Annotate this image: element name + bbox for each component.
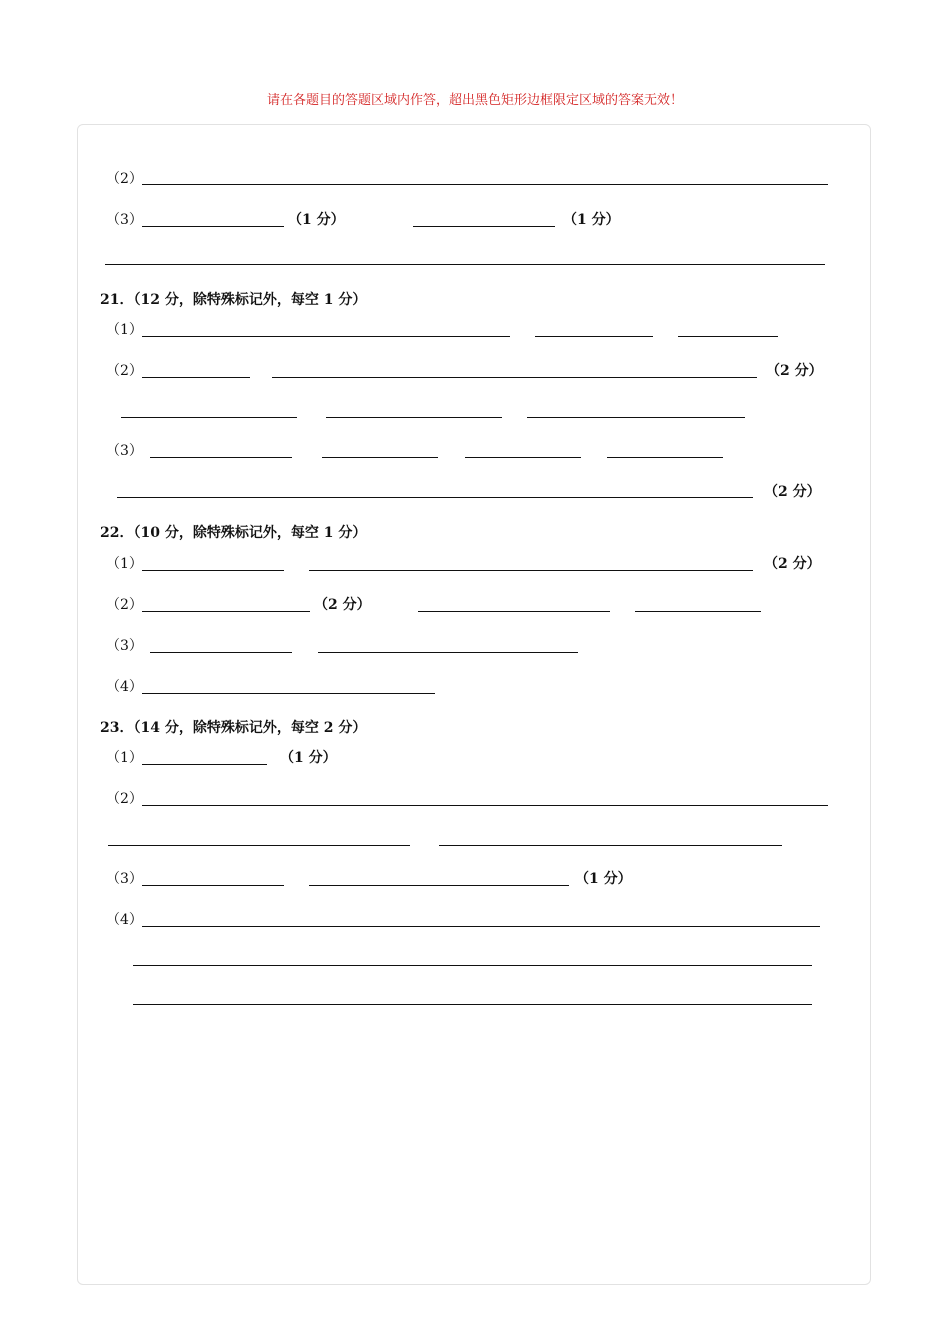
score-note: （1 分） [288, 212, 345, 228]
answer-line[interactable] [121, 417, 297, 418]
answer-line[interactable] [142, 805, 828, 806]
answer-line[interactable] [142, 377, 250, 378]
answer-area-warning: 请在各题目的答题区域内作答，超出黑色矩形边框限定区域的答案无效！ [266, 93, 683, 108]
score-note: （2 分） [766, 363, 823, 379]
q22-part3-label: （3） [106, 638, 143, 654]
q23-header: 23．（14 分，除特殊标记外，每空 2 分） [100, 720, 367, 736]
q21-part1-label: （1） [106, 322, 143, 338]
q22-part1-label: （1） [106, 556, 143, 572]
q20-part3-label: （3） [106, 212, 143, 228]
answer-line[interactable] [635, 611, 761, 612]
q23-part3-label: （3） [106, 871, 143, 887]
answer-line[interactable] [527, 417, 745, 418]
answer-line[interactable] [322, 457, 438, 458]
score-note: （2 分） [314, 597, 371, 613]
answer-line[interactable] [142, 764, 267, 765]
answer-line[interactable] [108, 845, 410, 846]
answer-line[interactable] [142, 693, 435, 694]
answer-line[interactable] [535, 336, 653, 337]
answer-line[interactable] [142, 570, 284, 571]
answer-line[interactable] [133, 965, 812, 966]
q20-part2-label: （2） [106, 171, 143, 187]
score-note: （1 分） [563, 212, 620, 228]
score-note: （2 分） [764, 484, 821, 500]
answer-line[interactable] [150, 457, 292, 458]
answer-line[interactable] [318, 652, 578, 653]
answer-line[interactable] [105, 264, 825, 265]
q21-header: 21．（12 分，除特殊标记外，每空 1 分） [100, 292, 367, 308]
answer-line[interactable] [326, 417, 502, 418]
answer-line[interactable] [142, 184, 828, 185]
q23-part4-label: （4） [106, 912, 143, 928]
answer-line[interactable] [150, 652, 292, 653]
score-note: （2 分） [764, 556, 821, 572]
answer-line[interactable] [309, 570, 753, 571]
q23-part1-label: （1） [106, 750, 143, 766]
answer-line[interactable] [607, 457, 723, 458]
answer-line[interactable] [142, 336, 510, 337]
answer-line[interactable] [133, 1004, 812, 1005]
answer-line[interactable] [678, 336, 778, 337]
q21-part3-label: （3） [106, 443, 143, 459]
answer-line[interactable] [142, 885, 284, 886]
answer-line[interactable] [117, 497, 753, 498]
answer-line[interactable] [272, 377, 757, 378]
q22-part2-label: （2） [106, 597, 143, 613]
answer-line[interactable] [439, 845, 782, 846]
answer-line[interactable] [418, 611, 610, 612]
answer-line[interactable] [142, 611, 310, 612]
answer-line[interactable] [309, 885, 569, 886]
score-note: （1 分） [575, 871, 632, 887]
answer-line[interactable] [142, 926, 820, 927]
answer-line[interactable] [413, 226, 555, 227]
answer-line[interactable] [142, 226, 284, 227]
score-note: （1 分） [280, 750, 337, 766]
q22-header: 22．（10 分，除特殊标记外，每空 1 分） [100, 525, 367, 541]
q23-part2-label: （2） [106, 791, 143, 807]
q22-part4-label: （4） [106, 679, 143, 695]
q21-part2-label: （2） [106, 363, 143, 379]
answer-line[interactable] [465, 457, 581, 458]
